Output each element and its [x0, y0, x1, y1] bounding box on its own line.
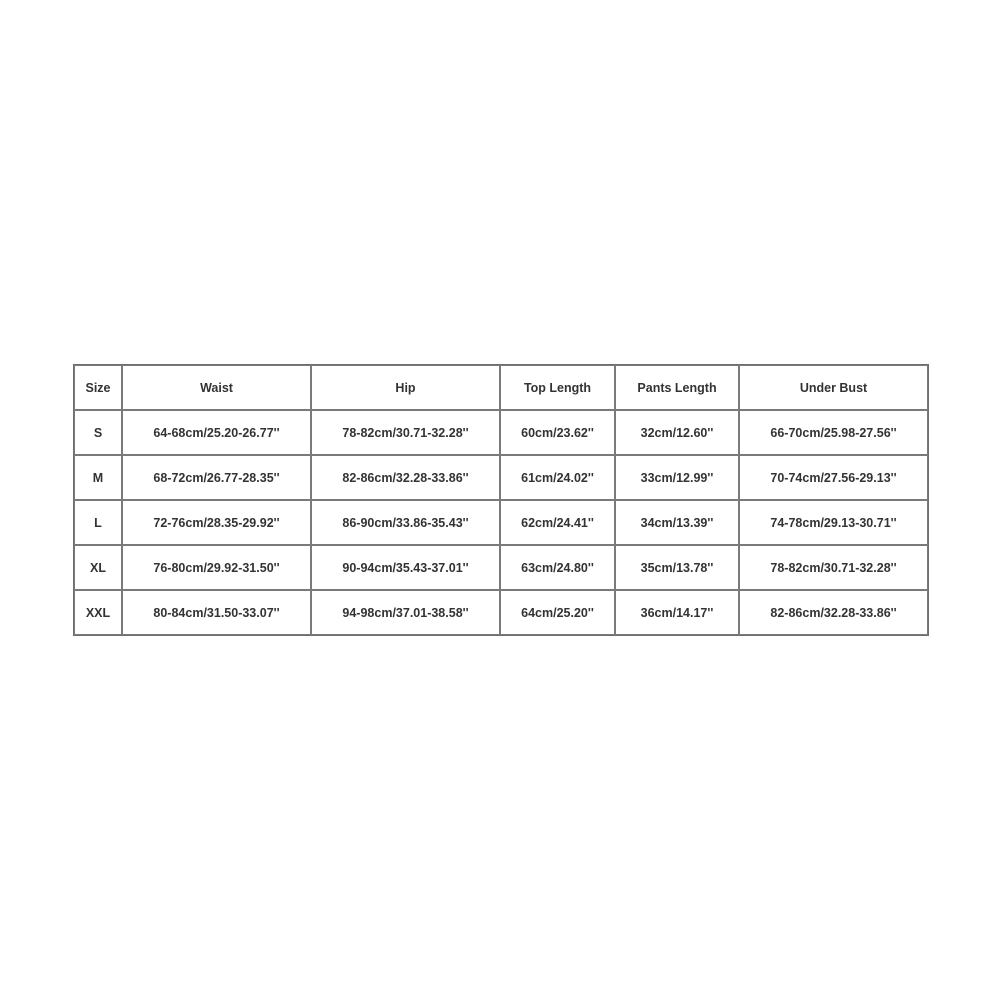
cell-pants-length: 34cm/13.39'' — [615, 500, 739, 545]
header-waist: Waist — [122, 365, 311, 410]
header-pants-length: Pants Length — [615, 365, 739, 410]
header-under-bust: Under Bust — [739, 365, 928, 410]
cell-top-length: 60cm/23.62'' — [500, 410, 615, 455]
cell-waist: 80-84cm/31.50-33.07'' — [122, 590, 311, 635]
table-row — [74, 455, 928, 500]
cell-under-bust: 74-78cm/29.13-30.71'' — [739, 500, 928, 545]
header-top-length: Top Length — [500, 365, 615, 410]
cell-top-length: 61cm/24.02'' — [500, 455, 615, 500]
cell-pants-length: 35cm/13.78'' — [615, 545, 739, 590]
cell-top-length: 62cm/24.41'' — [500, 500, 615, 545]
table-row — [74, 590, 928, 635]
table-row — [74, 410, 928, 455]
cell-hip: 86-90cm/33.86-35.43'' — [311, 500, 500, 545]
cell-under-bust: 66-70cm/25.98-27.56'' — [739, 410, 928, 455]
cell-top-length: 63cm/24.80'' — [500, 545, 615, 590]
table-row — [74, 500, 928, 545]
cell-hip: 82-86cm/32.28-33.86'' — [311, 455, 500, 500]
header-hip: Hip — [311, 365, 500, 410]
cell-waist: 72-76cm/28.35-29.92'' — [122, 500, 311, 545]
cell-pants-length: 33cm/12.99'' — [615, 455, 739, 500]
cell-pants-length: 36cm/14.17'' — [615, 590, 739, 635]
cell-size: XL — [74, 545, 122, 590]
cell-waist: 76-80cm/29.92-31.50'' — [122, 545, 311, 590]
cell-pants-length: 32cm/12.60'' — [615, 410, 739, 455]
cell-waist: 68-72cm/26.77-28.35'' — [122, 455, 311, 500]
cell-waist: 64-68cm/25.20-26.77'' — [122, 410, 311, 455]
cell-under-bust: 82-86cm/32.28-33.86'' — [739, 590, 928, 635]
cell-under-bust: 70-74cm/27.56-29.13'' — [739, 455, 928, 500]
cell-hip: 94-98cm/37.01-38.58'' — [311, 590, 500, 635]
cell-under-bust: 78-82cm/30.71-32.28'' — [739, 545, 928, 590]
cell-size: XXL — [74, 590, 122, 635]
header-row — [74, 365, 928, 410]
cell-hip: 90-94cm/35.43-37.01'' — [311, 545, 500, 590]
size-chart-table — [73, 364, 929, 636]
cell-top-length: 64cm/25.20'' — [500, 590, 615, 635]
cell-hip: 78-82cm/30.71-32.28'' — [311, 410, 500, 455]
cell-size: S — [74, 410, 122, 455]
cell-size: L — [74, 500, 122, 545]
header-size: Size — [74, 365, 122, 410]
cell-size: M — [74, 455, 122, 500]
table-row — [74, 545, 928, 590]
